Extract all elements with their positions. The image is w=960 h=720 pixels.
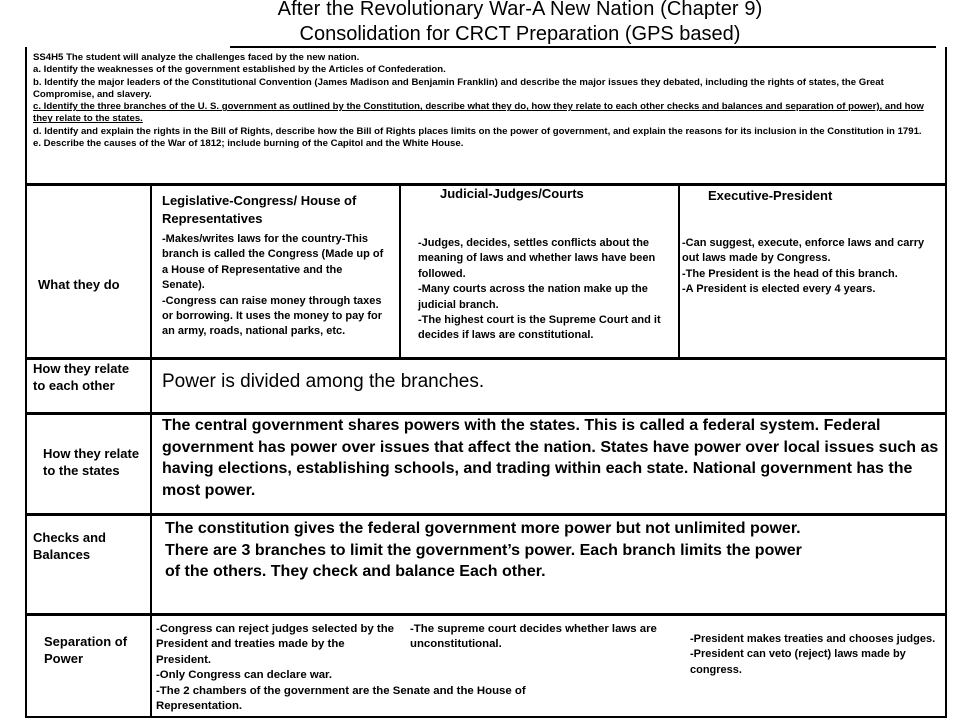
- list-item: -The highest court is the Supreme Court and it decides if laws are constitutional.: [418, 314, 661, 342]
- standard-c: c. Identify the three branches of the U. S. government as outlined by the Constitution, describe what they do, how they relate to each other checks and balances and separation of power), and how they relate to the states.: [33, 101, 924, 125]
- row-label-what-they-do: What they do: [38, 277, 120, 292]
- standard-e: e. Describe the causes of the War of 1812; include burning of the Capitol and the White House.: [33, 138, 464, 150]
- page-title: After the Revolutionary War-A New Nation (Chapter 9): [277, 0, 763, 20]
- row-divider: [25, 613, 945, 616]
- row-label-states: How they relate to the states: [43, 446, 140, 478]
- column-divider: [399, 184, 401, 358]
- executive-duties: [682, 236, 944, 298]
- list-item: -A President is elected every 4 years.: [682, 283, 876, 296]
- list-item: -Can suggest, execute, enforce laws and carry out laws made by Congress.: [682, 237, 925, 265]
- judicial-duties: [418, 236, 676, 344]
- list-item: -The President is the head of this branch.: [682, 267, 898, 280]
- list-item: -Many courts across the nation make up the judicial branch.: [418, 283, 648, 311]
- list-item: -Judges, decides, settles conflicts about the meaning of laws and whether laws have been followed.: [418, 237, 656, 280]
- standard-a: a. Identify the weaknesses of the government established by the Articles of Confederation.: [33, 64, 446, 76]
- standards-block: [33, 52, 945, 150]
- states-text: The central government shares powers with the states. This is called a federal system. Federal government has power over issues that affect the nation. States have power over local issues such as having elections, establishing schools, and trading within each state. National government has the most power.: [162, 417, 939, 499]
- column-divider: [678, 184, 680, 358]
- list-item: -Congress can raise money through taxes or borrowing. It uses the money to pay for an army, roads, national parks, etc.: [162, 294, 383, 338]
- standard-b: b. Identify the major leaders of the Constitutional Convention (James Madison and Benjamin Franklin) and describe the major issues they debated, including the rights of states, the Great Compromise, and slavery.: [33, 76, 884, 100]
- row-label-separation: Separation of Power: [44, 634, 128, 666]
- row-divider: [25, 513, 945, 516]
- standard-code: SS4H5 The student will analyze the challenges faced by the new nation.: [33, 52, 360, 63]
- column-divider: [150, 184, 152, 716]
- separation-judicial: [410, 622, 660, 653]
- list-item: -Makes/writes laws for the country-This branch is called the Congress (Made up of a House of Representative and the Senate).: [162, 233, 384, 292]
- list-item: -The 2 chambers of the government are the Senate and the House of Representation.: [156, 684, 526, 713]
- standard-d: d. Identify and explain the rights in the Bill of Rights, describe how the Bill of Rights places limits on the power of government, and explain the reasons for its inclusion in the Constitution in 1791.: [33, 125, 922, 137]
- separation-executive: [690, 632, 940, 678]
- legislative-duties: [162, 232, 387, 340]
- row-label-each-other: How they relate to each other: [33, 361, 130, 393]
- checks-text: The constitution gives the federal government more power but not unlimited power. There are 3 branches to limit the government’s power. Each branch limits the power of the others. They check and balance Each other.: [165, 520, 802, 580]
- column-header-judicial: Judicial-Judges/Courts: [440, 186, 584, 201]
- list-item: -Congress can reject judges selected by the President and treaties made by the President.: [156, 623, 395, 666]
- list-item: -President can veto (reject) laws made by congress.: [690, 648, 906, 676]
- column-header-legislative: Legislative-Congress/ House of Representatives: [162, 193, 357, 226]
- list-item: -The supreme court decides whether laws are unconstitutional.: [410, 623, 657, 651]
- page-subtitle: Consolidation for CRCT Preparation (GPS based): [299, 23, 741, 45]
- list-item: -Only Congress can declare war.: [156, 669, 332, 682]
- column-header-executive: Executive-President: [708, 188, 833, 203]
- row-divider: [25, 357, 945, 360]
- each-other-text: Power is divided among the branches.: [162, 371, 485, 392]
- row-label-checks: Checks and Balances: [33, 530, 106, 562]
- list-item: -President makes treaties and chooses judges.: [690, 633, 936, 645]
